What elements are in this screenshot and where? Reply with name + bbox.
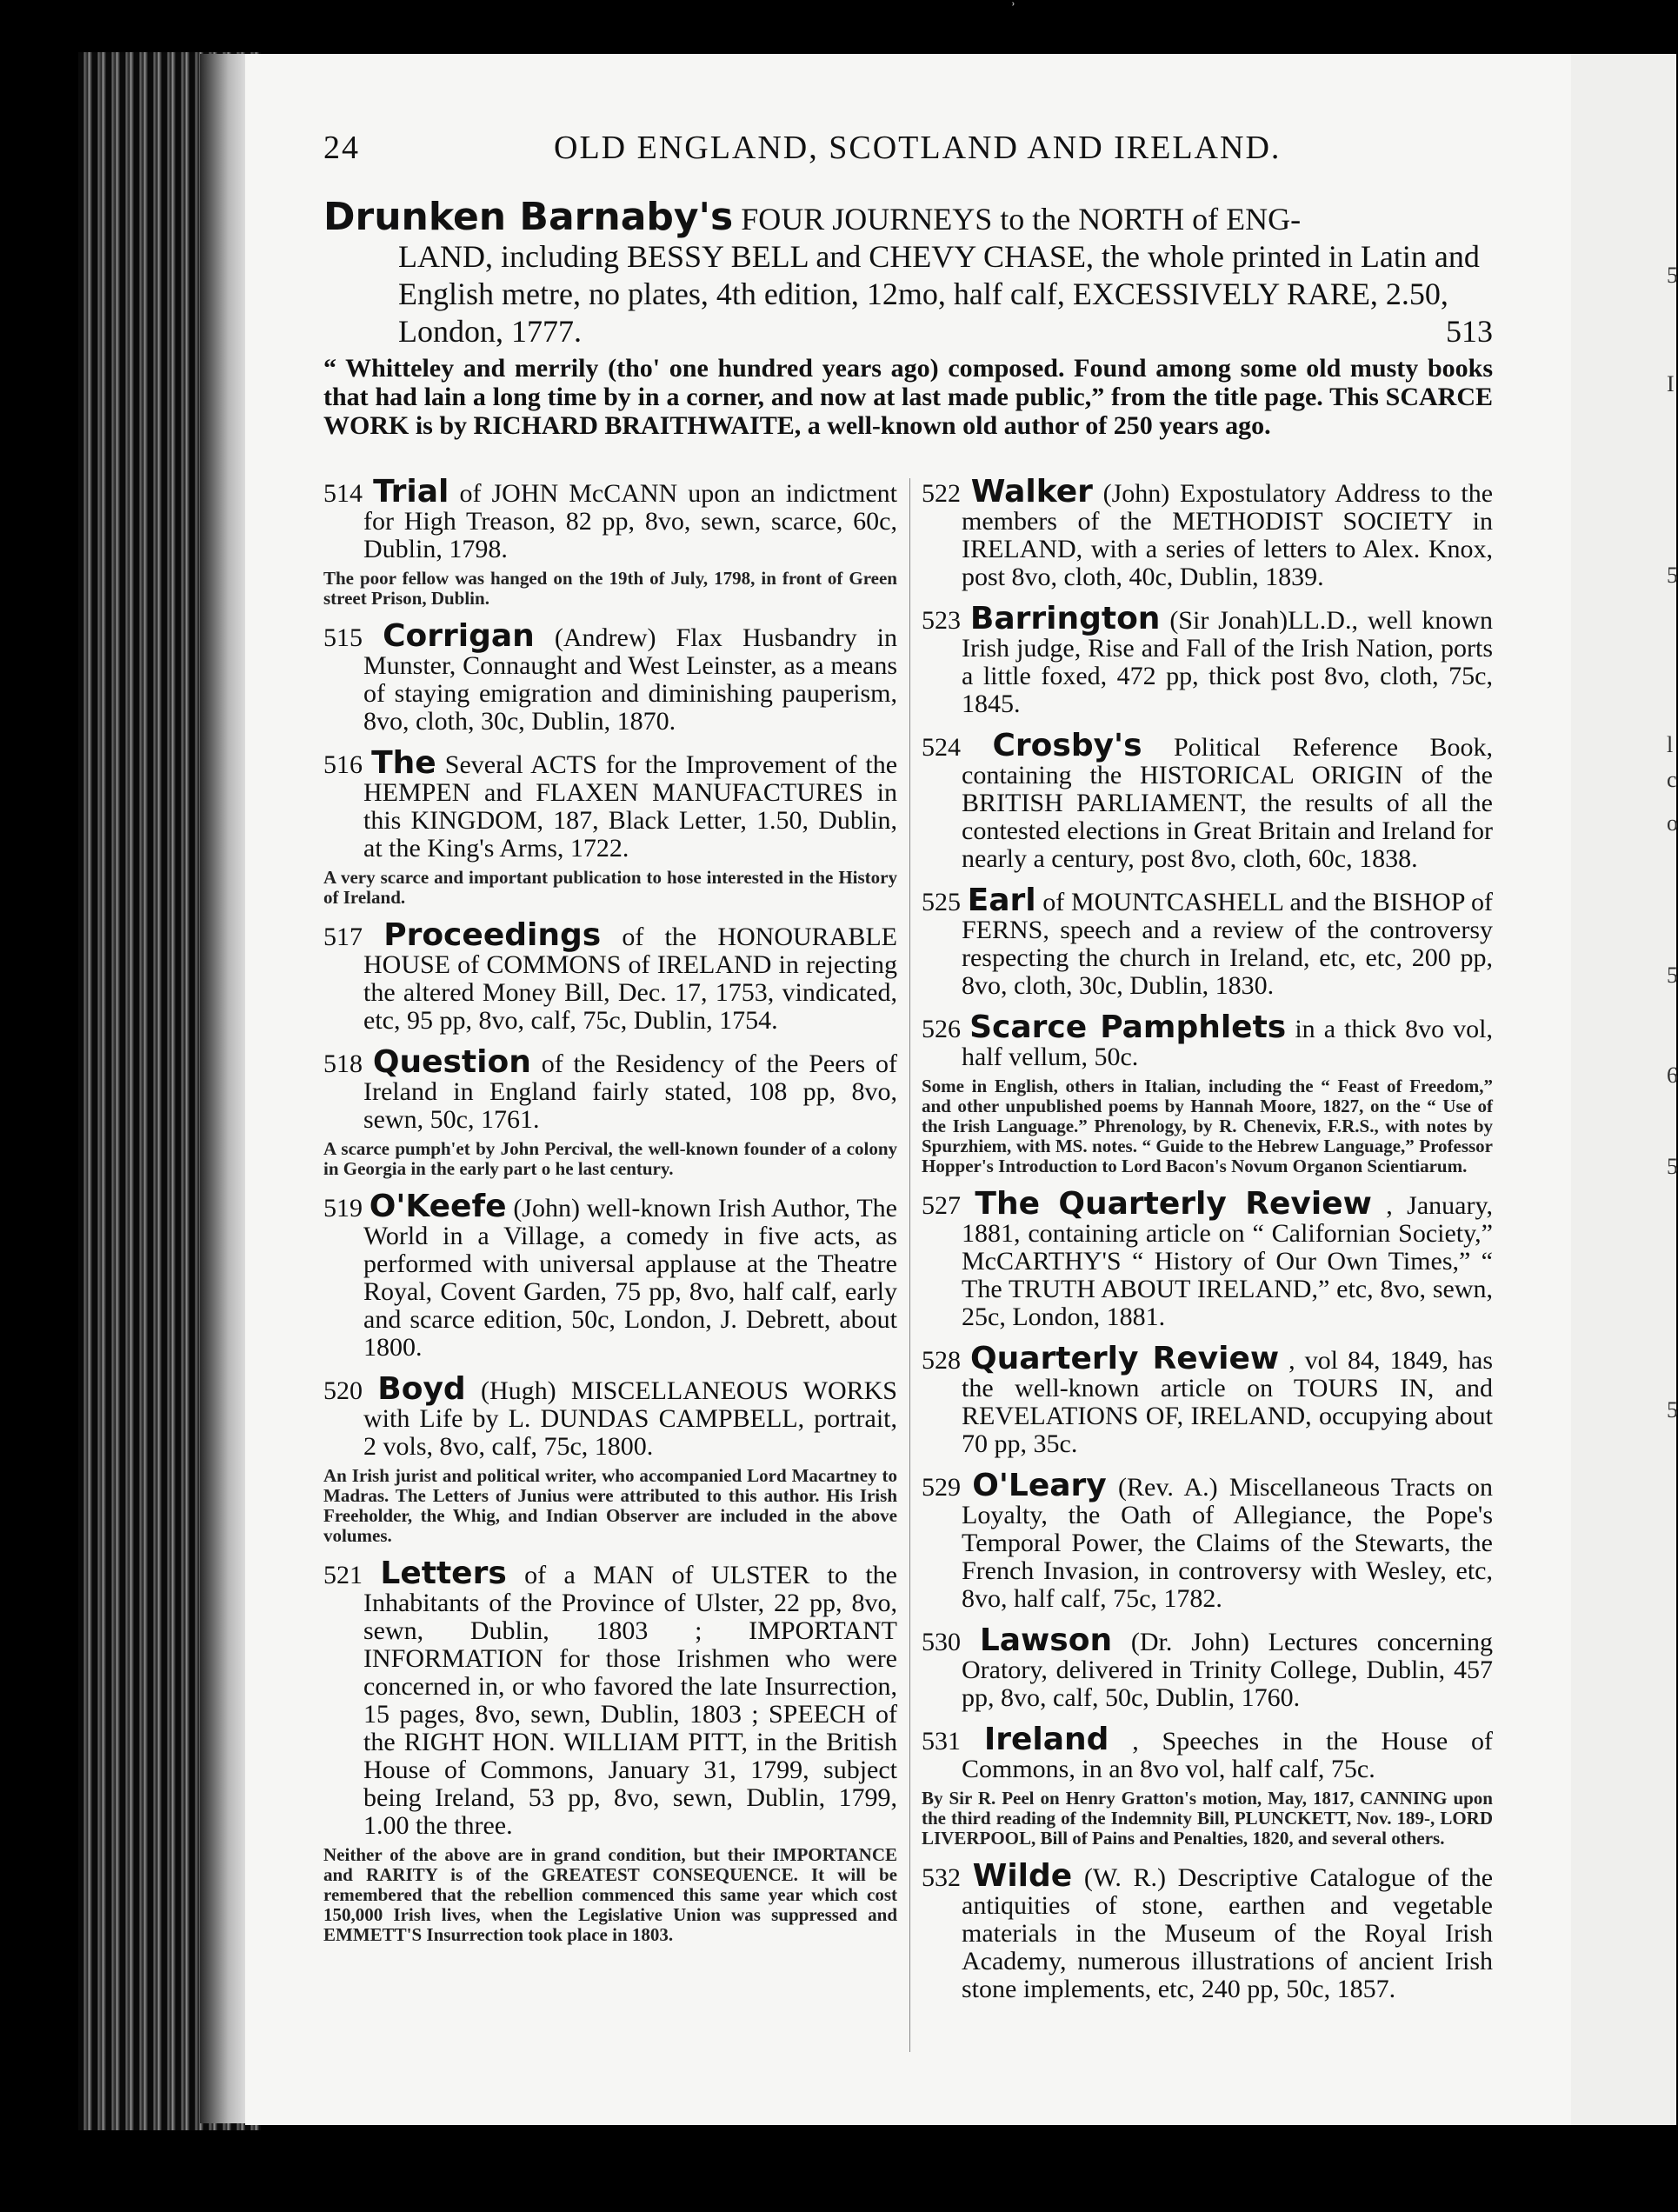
catalog-entry — [323, 745, 898, 908]
entry-number: 532 — [922, 1863, 961, 1892]
catalog-entry — [323, 1371, 897, 1546]
column-divider — [909, 478, 910, 2052]
catalog-entry — [922, 1622, 1494, 1712]
entry-keyword: Crosby's — [992, 728, 1142, 763]
entry-description: (Andrew) Flax Husbandry in Munster, Connaught and West Leinster, as a means of staying emigration and diminishing pauperism, 8vo, cloth, 30c, Dublin, 1870. — [363, 623, 898, 736]
entry-description: of a MAN of ULSTER to the Inhabitants of the Province of Ulster, 22 pp, 8vo, sewn, Dublin, 1803 ; IMPORTANT INFORMATION for those Irishmen who were concerned in, or who favored the late Insurrection, 15 pages, 8vo, sewn, Dublin, 1803 ; SPEECH of the RIGHT HON. WILLIAM PITT, in the British House of Commons, January 31, 1799, subject being Ireland, 53 pp, 8vo, sewn, Dublin, 1799, 1.00 the three. — [363, 1561, 897, 1840]
catalog-entry-text — [922, 1722, 1494, 1783]
facing-page-character: 5 — [1667, 1154, 1678, 1179]
left-column — [323, 474, 898, 1959]
entry-description: of MOUNTCASHELL and the BISHOP of FERNS, speech and a review of the controversy respecting the church in Ireland, etc, etc, 200 pp, 8vo, cloth, 30c, Dublin, 1830. — [962, 888, 1493, 1000]
catalog-entry-text — [922, 601, 1494, 718]
catalog-entry-text — [922, 1858, 1494, 2003]
entry-description: (W. R.) Descriptive Catalogue of the antiquities of stone, earthen and vegetable materials in the Museum of the Royal Irish Academy, numerous illustrations of ancient Irish stone implements, etc, 240 pp, 50c, 1857. — [962, 1863, 1494, 2003]
catalog-entry — [922, 1186, 1494, 1331]
lead-entry-imprint: London, 1777. — [398, 314, 582, 349]
catalog-entry-text — [323, 474, 898, 563]
entry-number: 523 — [922, 606, 961, 635]
catalog-entry-text — [323, 745, 898, 863]
entry-number: 525 — [922, 888, 961, 916]
entry-note: An Irish jurist and political writer, who accompanied Lord Macartney to Madras. The Letters of Junius were attributed to this author. His Irish Freeholder, the Whig, and Indian Observer are included in the above volumes. — [323, 1465, 897, 1546]
entry-description: Several ACTS for the Improvement of the HEMPEN and FLAXEN MANUFACTURES in this KINGDOM, 187, Black Letter, 1.50, Dublin, at the King's Arms, 1722. — [363, 750, 898, 863]
entry-number: 517 — [323, 923, 363, 951]
lead-entry-quote: “ Whitteley and merrily (tho' one hundred years ago) composed. Found among some old musty books that had lain a long time by in a corner, and now at last made public,” from the title page. This SCARCE WORK is by RICHARD BRAITHWAITE, a well-known old author of 250 years ago. — [323, 354, 1493, 440]
catalog-entry-text — [922, 1186, 1494, 1331]
catalog-entry-text — [922, 728, 1494, 873]
lead-entry-title — [323, 195, 1493, 239]
catalog-entry-text — [922, 474, 1494, 591]
facing-page-edge — [1571, 54, 1676, 2125]
entry-number: 524 — [922, 733, 961, 762]
entry-keyword: Boyd — [377, 1371, 466, 1407]
facing-page-character: 5 — [1667, 1397, 1678, 1422]
catalog-entry-text — [323, 1189, 897, 1362]
entry-number: 527 — [922, 1191, 961, 1220]
catalog-entry — [323, 618, 898, 736]
entry-number: 516 — [323, 750, 363, 779]
catalog-entry-text — [922, 883, 1493, 1000]
lead-entry-title-cont: FOUR JOURNEYS to the NORTH of ENG- — [741, 202, 1302, 237]
facing-page-character: c — [1667, 767, 1677, 792]
entry-keyword: Question — [372, 1044, 531, 1080]
catalog-entry — [922, 474, 1494, 591]
catalog-entry-text — [922, 1622, 1494, 1712]
catalog-entry — [922, 1858, 1494, 2003]
entry-number: 530 — [922, 1628, 961, 1656]
entry-description: of JOHN McCANN upon an indictment for High Treason, 82 pp, 8vo, sewn, scarce, 60c, Dublin, 1798. — [363, 479, 898, 563]
catalog-entry-text — [922, 1009, 1494, 1071]
catalog-entry — [922, 1468, 1493, 1613]
lead-entry-number: 513 — [1446, 314, 1493, 349]
lead-entry-last-line — [323, 313, 1493, 350]
entry-description: , Speeches in the House of Commons, in an 8vo vol, half calf, 75c. — [962, 1727, 1494, 1783]
entry-keyword: The — [371, 745, 436, 781]
entry-keyword: Wilde — [972, 1858, 1073, 1894]
entry-description: (Hugh) MISCELLANEOUS WORKS with Life by L. DUNDAS CAMPBELL, portrait, 2 vols, 8vo, calf, 75c, 1800. — [363, 1376, 897, 1461]
entry-keyword: O'Leary — [972, 1468, 1107, 1503]
entry-keyword: Earl — [967, 883, 1036, 918]
entry-description: (John) Expostulatory Address to the members of the METHODIST SOCIETY in IRELAND, with a series of letters to Alex. Knox, post 8vo, cloth, 40c, Dublin, 1839. — [962, 479, 1494, 591]
catalog-entry-text — [323, 618, 898, 736]
facing-page-character: l — [1667, 732, 1674, 757]
catalog-entry-text — [323, 1556, 897, 1840]
entry-description: of the Residency of the Peers of Ireland in England fairly stated, 108 pp, 8vo, sewn, 50c, 1761. — [363, 1049, 898, 1134]
catalog-entry — [922, 1722, 1494, 1849]
entry-note: The poor fellow was hanged on the 19th of July, 1798, in front of Green street Prison, Dublin. — [323, 568, 897, 609]
entry-number: 521 — [323, 1561, 363, 1589]
entry-number: 515 — [323, 623, 363, 652]
entry-number: 526 — [922, 1015, 961, 1043]
lead-entry — [323, 195, 1493, 440]
entry-keyword: Quarterly Review — [970, 1341, 1280, 1376]
entry-keyword: Proceedings — [383, 917, 602, 953]
catalog-entry-text — [323, 1044, 898, 1134]
entry-description: (Dr. John) Lectures concerning Oratory, delivered in Trinity College, Dublin, 457 pp, 8vo, calf, 50c, Dublin, 1760. — [962, 1628, 1494, 1712]
entry-keyword: The Quarterly Review — [975, 1186, 1372, 1222]
catalog-entry — [922, 1009, 1494, 1176]
entry-note: By Sir R. Peel on Henry Gratton's motion, May, 1817, CANNING upon the third reading of the Indemnity Bill, PLUNCKETT, Nov. 189-, LORD LIVERPOOL, Bill of Pains and Penalties, 1820, and several others. — [922, 1788, 1493, 1849]
entry-keyword: Scarce Pamphlets — [969, 1009, 1287, 1045]
entry-note: A very scarce and important publication to hose interested in the History of Ireland. — [323, 867, 897, 908]
catalog-entry — [922, 601, 1494, 718]
entry-note: Some in English, others in Italian, including the “ Feast of Freedom,” and other unpublished poems by Hannah Moore, 1827, on the “ Use of the Irish Language.” Phrenology, by R. Chenevix, F.R.S., with notes by Spurzhiem, with MS. notes. “ Guide to the Hebrew Language,” Professor Hopper's Introduction to Lord Bacon's Novum Organon Scientiarum. — [922, 1076, 1493, 1176]
entry-keyword: Ireland — [983, 1722, 1109, 1757]
entry-number: 518 — [323, 1049, 363, 1078]
entry-number: 519 — [323, 1194, 363, 1223]
catalog-entry — [323, 474, 898, 609]
lead-entry-line: English metre, no plates, 4th edition, 12mo, half calf, EXCESSIVELY RARE, 2.50, — [398, 276, 1448, 311]
facing-page-character: 5 — [1667, 963, 1678, 988]
entry-keyword: O'Keefe — [369, 1189, 507, 1224]
entry-keyword: Barrington — [969, 601, 1161, 636]
entry-keyword: Lawson — [979, 1622, 1113, 1658]
catalog-entry — [323, 1556, 897, 1945]
entry-description: (Sir Jonah)LL.D., well known Irish judge, Rise and Fall of the Irish Nation, ports a little foxed, 472 pp, thick post 8vo, cloth, 75c, 1845. — [962, 606, 1494, 718]
catalog-entry — [323, 1044, 898, 1179]
entry-number: 520 — [323, 1376, 363, 1405]
entry-number: 531 — [922, 1727, 961, 1756]
catalog-entry — [323, 1189, 897, 1362]
entry-description: , January, 1881, containing article on “ Californian Society,” McCARTHY'S “ History of Our Own Times,” “ The TRUTH ABOUT IRELAND,” etc, 8vo, sewn, 25c, London, 1881. — [962, 1191, 1494, 1331]
facing-page-character: I — [1667, 371, 1675, 396]
entry-number: 514 — [323, 479, 363, 508]
facing-page-character: o — [1667, 810, 1678, 836]
entry-description: of the HONOURABLE HOUSE of COMMONS of IRELAND in rejecting the altered Money Bill, Dec. 17, 1753, vindicated, etc, 95 pp, 8vo, calf, 75c, Dublin, 1754. — [363, 923, 898, 1035]
catalog-entry — [922, 883, 1493, 1000]
entry-keyword: Letters — [380, 1556, 507, 1591]
entry-description: , vol 84, 1849, has the well-known article on TOURS IN, and REVELATIONS OF, IRELAND, occupying about 70 pp, 35c. — [962, 1346, 1494, 1458]
catalog-entry — [922, 728, 1494, 873]
entry-number: 529 — [922, 1473, 961, 1502]
entry-keyword: Corrigan — [383, 618, 535, 654]
running-title: OLD ENGLAND, SCOTLAND AND IRELAND. — [554, 130, 1282, 166]
lead-entry-line: LAND, including BESSY BELL and CHEVY CHASE, the whole printed in Latin and — [398, 239, 1480, 274]
catalog-entry-text — [323, 917, 898, 1035]
entry-description: Political Reference Book, containing the HISTORICAL ORIGIN of the BRITISH PARLIAMENT, the results of all the contested elections in Great Britain and Ireland for nearly a century, post 8vo, cloth, 60c, 1838. — [962, 733, 1494, 873]
scan-artifact: ʾ — [1010, 0, 1016, 19]
catalog-entry-text — [323, 1371, 897, 1461]
facing-page-character: 5 — [1667, 263, 1678, 288]
lead-entry-heading: Drunken Barnaby's — [323, 195, 734, 239]
entry-note: A scarce pumph'et by John Percival, the well-known founder of a colony in Georgia in the early part o he last century. — [323, 1138, 897, 1179]
right-column — [922, 474, 1494, 2017]
entry-number: 522 — [922, 479, 961, 508]
catalog-entry — [323, 917, 898, 1035]
facing-page-character: 5 — [1667, 563, 1678, 588]
book-spine-shadow — [200, 54, 252, 2123]
entry-keyword: Trial — [373, 474, 449, 510]
entry-description: in a thick 8vo vol, half vellum, 50c. — [962, 1015, 1494, 1071]
catalog-entry-text — [922, 1468, 1493, 1613]
entry-description: (John) well-known Irish Author, The World in a Village, a comedy in five acts, as performed with universal applause at the Theatre Royal, Covent Garden, 75 pp, 8vo, half calf, early and scarce edition, 50c, London, J. Debrett, about 1800. — [363, 1194, 897, 1362]
entry-description: (Rev. A.) Miscellaneous Tracts on Loyalty, the Oath of Allegiance, the Pope's Temporal Power, the Claims of the Stewarts, the French Invasion, in controversy with Wesley, etc, 8vo, half calf, 75c, 1782. — [962, 1473, 1493, 1613]
facing-page-character: 6 — [1667, 1063, 1678, 1088]
entry-number: 528 — [922, 1346, 961, 1375]
entry-keyword: Walker — [970, 474, 1093, 510]
catalog-entry-text — [922, 1341, 1494, 1458]
page-number: 24 — [323, 130, 360, 166]
catalog-entry — [922, 1341, 1494, 1458]
entry-note: Neither of the above are in grand condition, but their IMPORTANCE and RARITY is of the GREATEST CONSEQUENCE. It will be remembered that the rebellion commenced this same year which cost 150,000 Irish lives, when the Legislative Union was suppressed and EMMETT'S Insurrection took place in 1803. — [323, 1844, 897, 1945]
